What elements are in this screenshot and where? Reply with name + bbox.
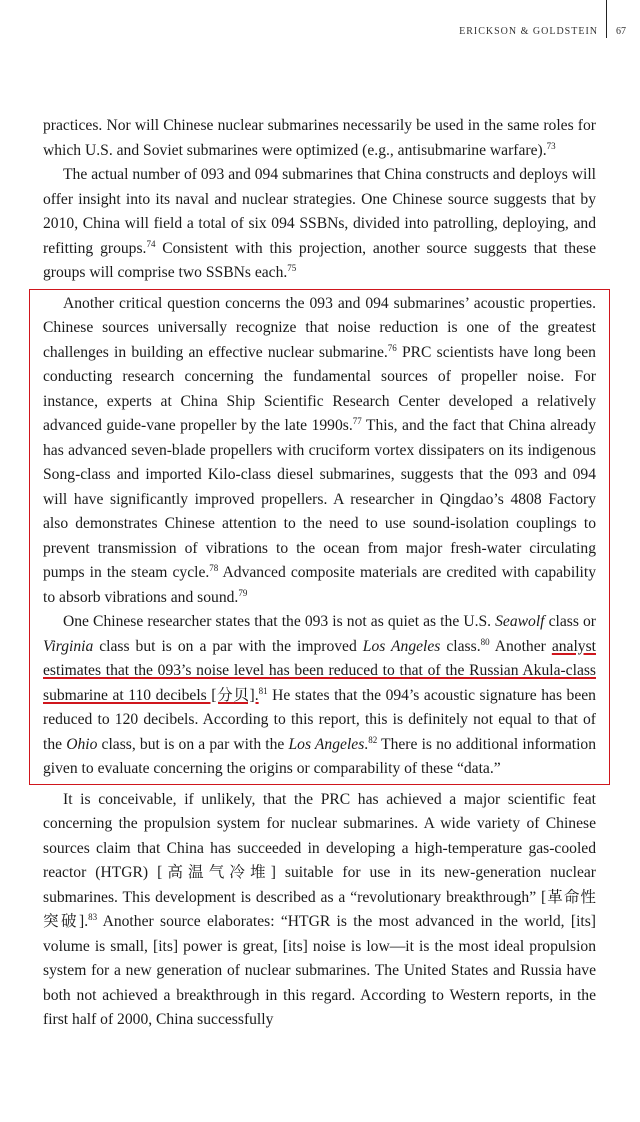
footnote-ref[interactable]: 81 (258, 685, 268, 696)
highlight-box (29, 289, 610, 785)
page-number: 67 (616, 26, 626, 37)
paragraph-3: Another critical question concerns the 093 and 094 submarines’ acoustic properties. Chinese sources universally recognize that noise reduction is one of the greatest challenges in building an effective nuclear submarine.$^{76}$ PRC scientists have long been conducting research concerning the fundamental sources of propeller noise. For instance, experts at China Ship Scientific Research Center developed a relatively advanced guide-vane propeller by the late 1990s.$^{77}$ This, and the fact that China already has advanced seven-blade propellers with cruciform vortex dissipaters on its indigenous Song-class and imported Kilo-class diesel submarines, suggests that the 093 and 094 will have significantly improved propellers. A researcher in Qingdao’s 4808 Factory also demonstrates Chinese attention to the need to use sound-isolation couplings to prevent transmission of vibrations to the ocean from major fresh-water circulating pumps in the steam cycle.$^{78}$ Advanced composite materials are credited with capability to absorb vibrations and sound.$^{79}$ (43, 294, 596, 606)
footnote-ref[interactable]: 78 (209, 562, 219, 573)
header-rule (606, 0, 607, 38)
footnote-ref[interactable]: 77 (352, 415, 362, 426)
body-text (43, 114, 596, 1033)
footnote-ref[interactable]: 73 (546, 140, 556, 151)
footnote-ref[interactable]: 76 (387, 342, 397, 353)
page-header (0, 0, 640, 60)
footnote-ref[interactable]: 83 (88, 911, 98, 922)
underlined-passage: analyst estimates that the 093’s noise level has been reduced to that of the Russian Akula-class submarine at 110 decibels [分贝]. (43, 637, 596, 704)
footnote-ref[interactable]: 80 (480, 636, 490, 647)
footnote-ref[interactable]: 74 (146, 238, 156, 249)
running-head: ERICKSON & GOLDSTEIN (459, 26, 598, 37)
footnote-ref[interactable]: 82 (368, 734, 378, 745)
paragraph-2: The actual number of 093 and 094 submarines that China constructs and deploys will offer insight into its naval and nuclear strategies. One Chinese source suggests that by 2010, China will field a total of six 094 SSBNs, divided into patrolling, deploying, and refitting groups.$^{74}$ Consistent with this projection, another source suggests that these groups will comprise two SSBNs each.$^{75}$ (43, 166, 596, 281)
footnote-ref[interactable]: 75 (287, 262, 297, 273)
paragraph-5: It is conceivable, if unlikely, that the PRC has achieved a major scientific feat concerning the propulsion system for nuclear submarines. A wide variety of Chinese sources claim that China has succeeded in developing a high-temperature gas-cooled reactor (HTGR) [高温气冷堆] suitable for use in its new-generation nuclear submarines. This development is described as a “revolutionary breakthrough” [革命性突破].$^{83}$ Another source elaborates: “HTGR is the most advanced in the world, [its] volume is small, [its] power is great, [its] noise is low—it is the most ideal propulsion system for a new generation of nuclear submarines. The United States and Russia have both not achieved a breakthrough in this regard. According to Western reports, in the first half of 2000, China successfully (43, 790, 597, 1028)
footnote-ref[interactable]: 79 (238, 587, 248, 598)
paragraph-4: One Chinese researcher states that the 093 is not as quiet as the U.S. Seawolf class or Virginia class but is on a par with the improved Los Angeles class.$^{80}$ Another analyst estimates that the 093’s noise level has been reduced to that of the Russian Akula-class submarine at 110 decibels [分贝].$^{81}$ He states that the 094’s acoustic signature has been reduced to 120 decibels. According to this report, this is definitely not equal to that of the Ohio class, but is on a par with the Los Angeles.$^{82}$ There is no additional information given to evaluate concerning the origins or comparability of these “data.” (43, 613, 596, 777)
paragraph-1: practices. Nor will Chinese nuclear submarines necessarily be used in the same roles for which U.S. and Soviet submarines were optimized (e.g., antisubmarine warfare).$^{73}$ (43, 117, 596, 159)
